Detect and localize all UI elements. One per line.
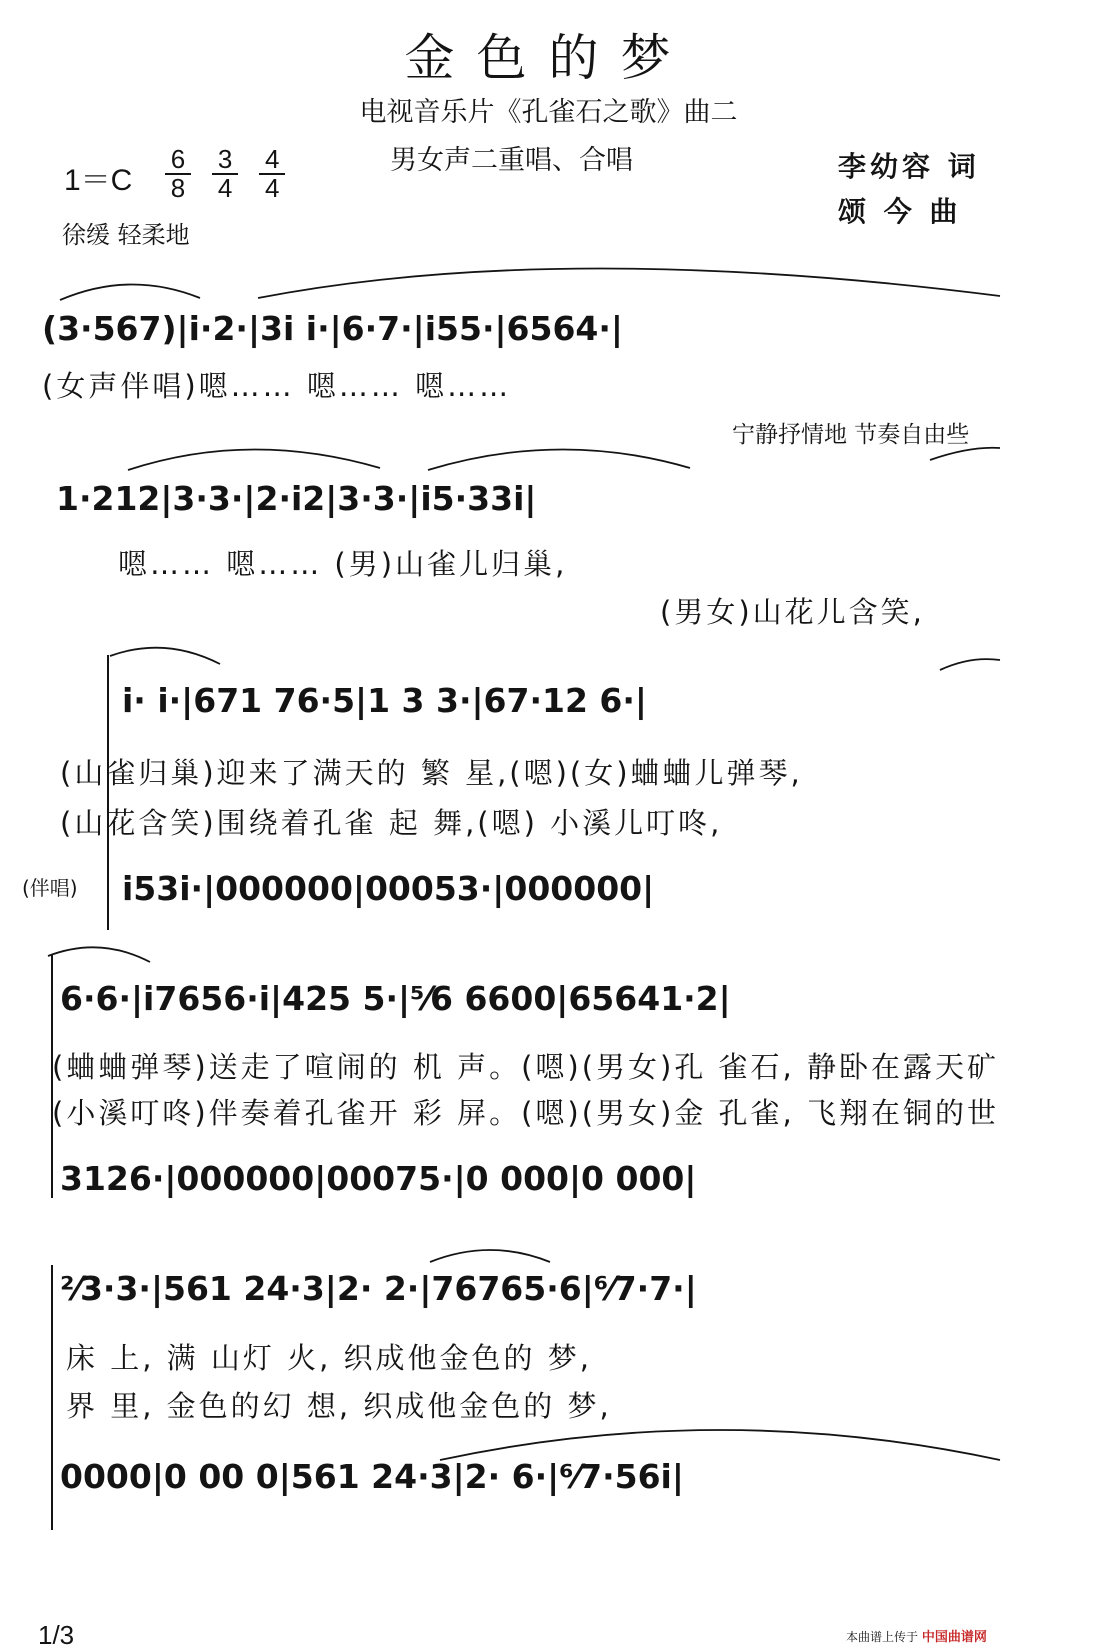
composer: 颂 今 曲 bbox=[838, 195, 962, 228]
lyricist: 李幼容 词 bbox=[838, 150, 980, 183]
slur bbox=[48, 947, 150, 962]
slur bbox=[128, 449, 380, 470]
slur bbox=[430, 1250, 550, 1262]
meter-3: $\frac{4}{4}$ bbox=[259, 146, 285, 202]
lyrics-row-5-verse-1: 床 上, 满 山灯 火, 织成他金色的 梦, bbox=[66, 1341, 592, 1375]
notes-row-4: 6·6·|i7656·i|425 5·|⁵⁄6 6600|65641·2| bbox=[60, 979, 731, 1018]
accompaniment-label: (伴唱) bbox=[22, 876, 78, 900]
slur bbox=[110, 648, 220, 664]
tempo-marking: 徐缓 轻柔地 bbox=[62, 221, 190, 249]
slur bbox=[258, 268, 1000, 298]
notes-row-5: ²⁄3·3·|561 24·3|2· 2·|76765·6|⁶⁄7·7·| bbox=[60, 1269, 697, 1308]
slur bbox=[930, 448, 1000, 460]
lyrics-row-3-verse-1: (山雀归巢)迎来了满天的 繁 星,(嗯)(女)蛐蛐儿弹琴, bbox=[60, 756, 803, 790]
slur bbox=[428, 449, 690, 470]
subtitle: 电视音乐片《孔雀石之歌》曲二 bbox=[359, 97, 738, 128]
slur bbox=[940, 659, 1000, 670]
page-number: 1/3 bbox=[38, 1620, 75, 1650]
voicing: 男女声二重唱、合唱 bbox=[390, 145, 633, 176]
accomp-row-5: 0000|0 00 0|561 24·3|2· 6·|⁶⁄7·56i| bbox=[60, 1457, 684, 1496]
notes-row-1: (3·567)|i·2·|3i i·|6·7·|i55·|6564·| bbox=[42, 309, 623, 348]
lyrics-row-3-verse-2: (山花含笑)围绕着孔雀 起 舞,(嗯) 小溪儿叮咚, bbox=[60, 806, 723, 840]
lyrics-row-4-verse-2: (小溪叮咚)伴奏着孔雀开 彩 屏。(嗯)(男女)金 孔雀, 飞翔在铜的世 bbox=[52, 1096, 999, 1130]
notes-row-2: 1·212|3·3·|2·i2|3·3·|i5·33i| bbox=[56, 479, 537, 518]
lyrics-row-2-verse-2: (男女)山花儿含笑, bbox=[660, 595, 925, 629]
watermark-brand: 中国曲谱网 bbox=[921, 1630, 987, 1645]
page-title: 金色的梦 bbox=[404, 29, 693, 87]
lyrics-row-5-verse-2: 界 里, 金色的幻 想, 织成他金色的 梦, bbox=[66, 1389, 612, 1423]
lyrics-row-1-verse-1: (女声伴唱)嗯…… 嗯…… 嗯…… bbox=[42, 369, 512, 403]
key-signature: 1＝C bbox=[64, 164, 133, 197]
lyrics-row-4-verse-1: (蛐蛐弹琴)送走了喧闹的 机 声。(嗯)(男女)孔 雀石, 静卧在露天矿 bbox=[52, 1050, 999, 1084]
expression-marking: 宁静抒情地 节奏自由些 bbox=[732, 422, 970, 448]
notes-row-3: i· i·|671 76·5|1 3 3·|67·12 6·| bbox=[122, 681, 647, 720]
slur bbox=[60, 284, 200, 300]
accomp-row-3: i53i·|000000|00053·|000000| bbox=[122, 869, 655, 908]
lyrics-row-2-verse-1: 嗯…… 嗯…… (男)山雀儿归巢, bbox=[118, 547, 568, 581]
watermark bbox=[846, 1626, 987, 1645]
watermark-text: 本曲谱上传于 bbox=[846, 1630, 919, 1644]
accomp-row-4: 3126·|000000|00075·|0 000|0 000| bbox=[60, 1159, 697, 1198]
slur bbox=[440, 1430, 1000, 1460]
meter-1: $\frac{6}{8}$ bbox=[165, 146, 191, 202]
meter-2: $\frac{3}{4}$ bbox=[212, 146, 238, 202]
